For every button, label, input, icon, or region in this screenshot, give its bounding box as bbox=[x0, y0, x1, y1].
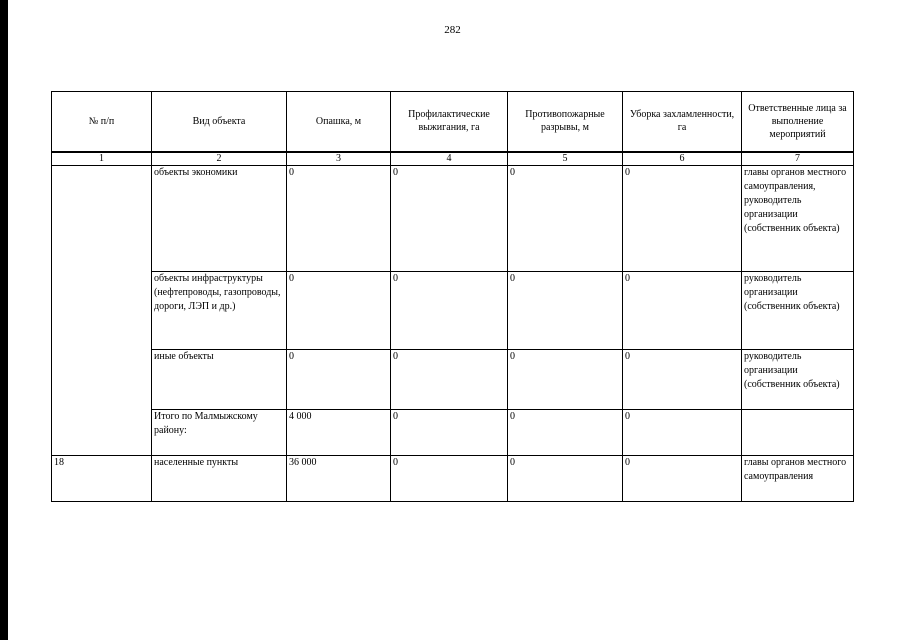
column-number: 5 bbox=[508, 152, 623, 166]
plowing-cell: 4 000 bbox=[287, 410, 391, 456]
burning-cell: 0 bbox=[391, 410, 508, 456]
table-row-total bbox=[52, 410, 854, 456]
header-cell-responsible: Ответственные лица за выполнение мероприятий bbox=[742, 92, 854, 152]
header-cell-number: № п/п bbox=[52, 92, 152, 152]
header-cell-cleanup: Уборка захламленности, га bbox=[623, 92, 742, 152]
column-number: 3 bbox=[287, 152, 391, 166]
column-number-row bbox=[52, 152, 854, 166]
object-type-cell: Итого по Малмыжскому району: bbox=[152, 410, 287, 456]
header-cell-object-type: Вид объекта bbox=[152, 92, 287, 152]
firebreaks-cell: 0 bbox=[508, 410, 623, 456]
column-number: 2 bbox=[152, 152, 287, 166]
row-number-cell: 18 bbox=[52, 456, 152, 502]
cleanup-cell: 0 bbox=[623, 350, 742, 410]
header-cell-plowing: Опашка, м bbox=[287, 92, 391, 152]
object-type-cell: объекты экономики bbox=[152, 166, 287, 272]
firebreaks-cell: 0 bbox=[508, 272, 623, 350]
header-cell-firebreaks: Противопожарные разрывы, м bbox=[508, 92, 623, 152]
firebreaks-cell: 0 bbox=[508, 456, 623, 502]
burning-cell: 0 bbox=[391, 350, 508, 410]
burning-cell: 0 bbox=[391, 272, 508, 350]
responsible-cell bbox=[742, 410, 854, 456]
table-row bbox=[52, 456, 854, 502]
object-type-cell: объекты инфраструктуры (нефтепроводы, газопроводы, дороги, ЛЭП и др.) bbox=[152, 272, 287, 350]
responsible-cell: руководитель организации (собственник объекта) bbox=[742, 350, 854, 410]
burning-cell: 0 bbox=[391, 166, 508, 272]
column-number: 7 bbox=[742, 152, 854, 166]
responsible-cell: главы органов местного самоуправления bbox=[742, 456, 854, 502]
row-number-cell bbox=[52, 166, 152, 456]
table-row bbox=[52, 166, 854, 272]
plowing-cell: 36 000 bbox=[287, 456, 391, 502]
responsible-cell: руководитель организации (собственник объекта) bbox=[742, 272, 854, 350]
cleanup-cell: 0 bbox=[623, 456, 742, 502]
cleanup-cell: 0 bbox=[623, 272, 742, 350]
page-number: 282 bbox=[444, 24, 461, 36]
cleanup-cell: 0 bbox=[623, 166, 742, 272]
scan-edge-bar bbox=[0, 0, 8, 640]
measures-table bbox=[51, 91, 854, 502]
cleanup-cell: 0 bbox=[623, 410, 742, 456]
table-row bbox=[52, 350, 854, 410]
column-number: 4 bbox=[391, 152, 508, 166]
firebreaks-cell: 0 bbox=[508, 166, 623, 272]
burning-cell: 0 bbox=[391, 456, 508, 502]
object-type-cell: населенные пункты bbox=[152, 456, 287, 502]
table-header-row bbox=[52, 92, 854, 152]
responsible-cell: главы органов местного самоуправления, руководитель организации (собственник объекта) bbox=[742, 166, 854, 272]
table-row bbox=[52, 272, 854, 350]
firebreaks-cell: 0 bbox=[508, 350, 623, 410]
plowing-cell: 0 bbox=[287, 272, 391, 350]
object-type-cell: иные объекты bbox=[152, 350, 287, 410]
column-number: 6 bbox=[623, 152, 742, 166]
plowing-cell: 0 bbox=[287, 166, 391, 272]
plowing-cell: 0 bbox=[287, 350, 391, 410]
header-cell-burning: Профилактические выжигания, га bbox=[391, 92, 508, 152]
column-number: 1 bbox=[52, 152, 152, 166]
